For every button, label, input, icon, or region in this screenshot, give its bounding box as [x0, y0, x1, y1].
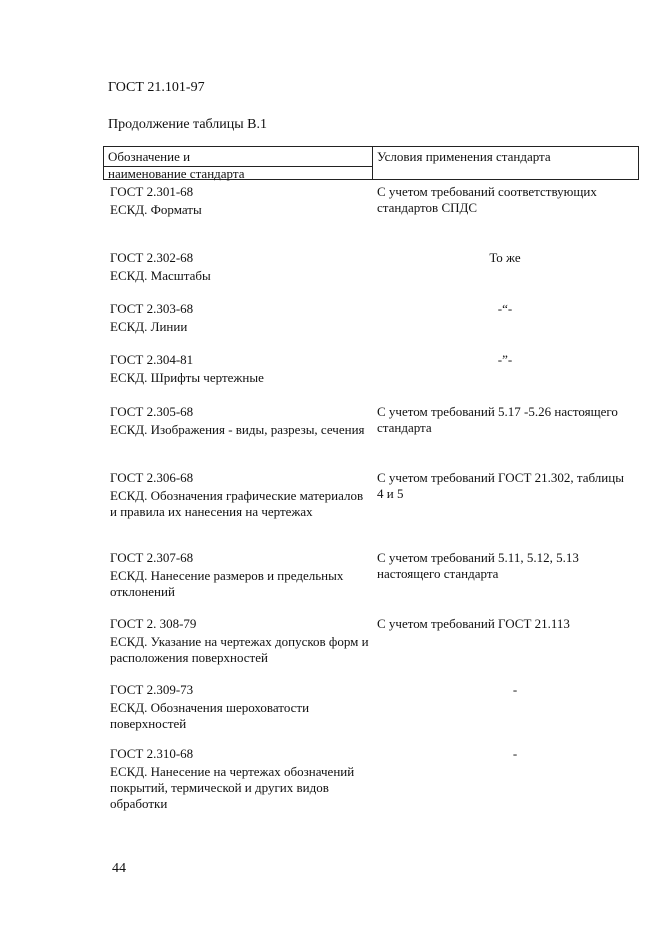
standard-name: ЕСКД. Шрифты чертежные [110, 370, 264, 385]
header-divider [372, 147, 373, 179]
standard-cell [110, 404, 370, 438]
condition-cell: То же [489, 250, 521, 265]
standard-code: ГОСТ 2.304-81 [110, 352, 194, 367]
page-number: 44 [112, 861, 126, 876]
standard-name: ЕСКД. Форматы [110, 202, 202, 217]
standard-code: ГОСТ 2.301-68 [110, 184, 194, 199]
table-header [103, 146, 639, 180]
table-caption: Продолжение таблицы В.1 [108, 117, 268, 132]
document-code: ГОСТ 21.101-97 [108, 80, 205, 95]
standard-name: ЕСКД. Масштабы [110, 268, 211, 283]
standard-name: ЕСКД. Обозначения шероховатости поверхностей [110, 700, 310, 731]
standard-code: ГОСТ 2.305-68 [110, 404, 194, 419]
standard-code: ГОСТ 2.309-73 [110, 682, 194, 697]
standard-cell [110, 301, 370, 335]
condition-cell: С учетом требований 5.11, 5.12, 5.13 настоящего стандарта [377, 550, 579, 581]
condition-cell: -”- [497, 352, 513, 367]
standard-code: ГОСТ 2.306-68 [110, 470, 194, 485]
header-designation-line1: Обозначение и [108, 149, 191, 164]
standard-cell [110, 746, 370, 812]
header-conditions: Условия применения стандарта [377, 149, 551, 164]
standard-code: ГОСТ 2.302-68 [110, 250, 194, 265]
standard-code: ГОСТ 2.303-68 [110, 301, 194, 316]
condition-cell: - [512, 746, 518, 761]
standard-name: ЕСКД. Обозначения графические материалов и правила их нанесения на чертежах [110, 488, 364, 519]
condition-cell: -“- [497, 301, 513, 316]
condition-cell: С учетом требований 5.17 -5.26 настоящего стандарта [377, 404, 618, 435]
standard-cell [110, 352, 370, 386]
header-designation [108, 148, 244, 182]
standard-cell [110, 550, 370, 600]
standard-code: ГОСТ 2.310-68 [110, 746, 194, 761]
standard-cell [110, 682, 370, 732]
condition-cell: С учетом требований ГОСТ 21.302, таблицы 4 и 5 [377, 470, 624, 501]
condition-cell: - [512, 682, 518, 697]
standard-name: ЕСКД. Указание на чертежах допусков форм и расположения поверхностей [110, 634, 369, 665]
header-designation-line2: наименование стандарта [108, 166, 245, 181]
standard-cell [110, 184, 370, 218]
standard-name: ЕСКД. Линии [110, 319, 188, 334]
condition-cell: С учетом требований ГОСТ 21.113 [377, 616, 570, 631]
standard-cell [110, 250, 370, 284]
standard-code: ГОСТ 2. 308-79 [110, 616, 197, 631]
condition-cell: С учетом требований соответствующих стандартов СПДС [377, 184, 597, 215]
standard-name: ЕСКД. Изображения - виды, разрезы, сечения [110, 422, 365, 437]
standard-code: ГОСТ 2.307-68 [110, 550, 194, 565]
standard-name: ЕСКД. Нанесение на чертежах обозначений покрытий, термической и других видов обработки [110, 764, 355, 811]
standard-name: ЕСКД. Нанесение размеров и предельных отклонений [110, 568, 344, 599]
standard-cell [110, 616, 370, 666]
standard-cell [110, 470, 370, 520]
